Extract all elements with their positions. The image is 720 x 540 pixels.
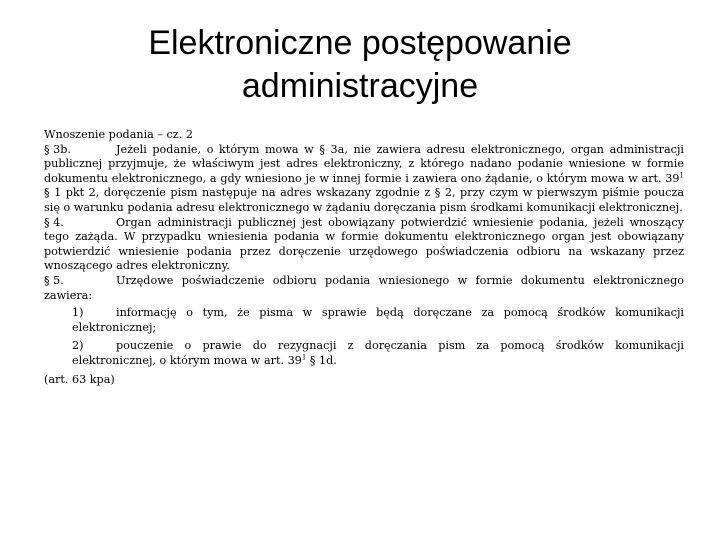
paragraph-5-text: Urzędowe poświadczenie odbioru podania wniesionego w formie dokumentu elektronicznego zawiera: <box>44 273 684 302</box>
slide-body <box>44 128 684 387</box>
list-item-2-text-a: pouczenie o prawie do rezygnacji z doręczania pism za pomocą środków komunikacji elektronicznej, o którym mowa w art. 39 <box>72 339 684 367</box>
list-item-1 <box>72 306 684 335</box>
paragraph-3b-text-b: § 1 pkt 2, doręczenie pism następuje na adres wskazany zgodnie z § 2, przy czym w pierwszym piśmie poucza się o warunku podania adresu elektronicznego w żądaniu doręczania pism środkami komunikacji elektronicznej. <box>44 186 684 214</box>
paragraph-3b-label: § 3b. <box>44 142 71 156</box>
paragraph-3b <box>44 143 684 216</box>
list-item-2 <box>72 339 684 368</box>
list-item-2-number: 2) <box>72 339 84 353</box>
list-item-1-number: 1) <box>72 306 84 320</box>
list-item-2-text-b: § 1d. <box>306 353 337 367</box>
paragraph-5 <box>44 274 684 303</box>
citation: (art. 63 kpa) <box>44 372 115 386</box>
slide-title <box>60 22 660 108</box>
slide-title-line-2: administracyjne <box>241 67 479 105</box>
paragraph-4 <box>44 216 684 274</box>
paragraph-5-label: § 5. <box>44 273 64 287</box>
paragraph-3b-superscript: 1 <box>679 171 684 180</box>
list-item-1-text: informację o tym, że pisma w sprawie będą doręczane za pomocą środków komunikacji elektronicznej; <box>72 306 684 334</box>
slide-title-line-1: Elektroniczne postępowanie <box>148 24 572 62</box>
paragraph-4-label: § 4. <box>44 215 64 229</box>
section-heading: Wnoszenie podania – cz. 2 <box>44 128 193 141</box>
list-item-2-superscript: 1 <box>301 353 307 362</box>
paragraph-3b-text-a: Jeżeli podanie, o którym mowa w § 3a, nie zawiera adresu elektronicznego, organ administracji publicznej przyjmuje, że właściwym jest adres elektroniczny, z którego nadano podanie wniesione w formie dokumentu elektronicznego, a gdy wniesiono je w innej formie i zawiera ono żądanie, o którym mowa w art. 39 <box>44 142 684 185</box>
paragraph-4-text: Organ administracji publicznej jest obowiązany potwierdzić wniesienie podania, jeżeli wnoszący tego zażąda. W przypadku wniesienia podania w formie dokumentu elektronicznego organ jest obowiązany potwierdzić wniesienie podania przez doręczenie urzędowego poświadczenia odbioru na wskazany przez wnoszącego adres elektroniczny. <box>44 215 684 273</box>
